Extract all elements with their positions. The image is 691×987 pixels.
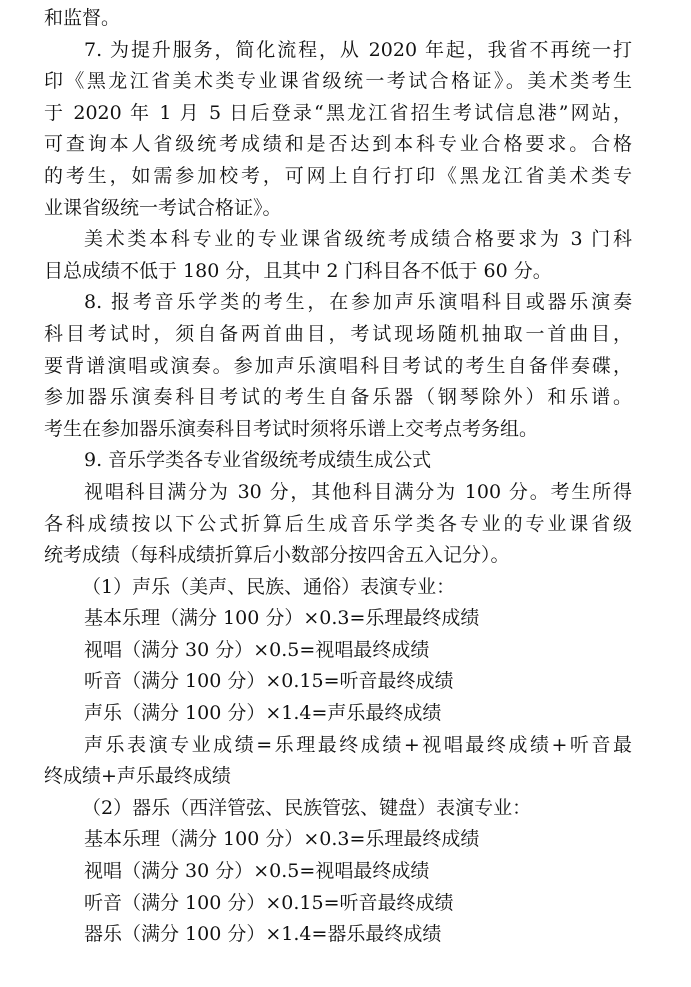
text-line: 视唱科目满分为 30 分，其他科目满分为 100 分。考生所得 xyxy=(84,480,632,503)
text-line: 终成绩+声乐最终成绩 xyxy=(44,765,231,788)
text-line: 业课省级统一考试合格证》。 xyxy=(44,196,282,219)
text-line: 于 2020 年 1 月 5 日后登录“黑龙江省招生考试信息港”网站， xyxy=(44,101,632,124)
text-line: （2）器乐（西洋管弦、民族管弦、键盘）表演专业： xyxy=(82,796,532,819)
text-line: 和监督。 xyxy=(44,7,121,29)
text-line: 参加器乐演奏科目考试的考生自备乐器（钢琴除外）和乐谱。 xyxy=(44,386,632,409)
text-line: 美术类本科专业的专业课省级统考成绩合格要求为 3 门科 xyxy=(84,228,632,251)
text-line: 可查询本人省级统考成绩和是否达到本科专业合格要求。合格 xyxy=(44,133,632,156)
text-line: 考生在参加器乐演奏科目考试时须将乐谱上交考点考务组。 xyxy=(44,417,539,440)
text-line: 7. 为提升服务，简化流程，从 2020 年起，我省不再统一打 xyxy=(84,38,632,61)
text-line: 基本乐理（满分 100 分）×0.3=乐理最终成绩 xyxy=(84,607,480,630)
text-line: 各科成绩按以下公式折算后生成音乐学类各专业的专业课省级 xyxy=(44,512,632,535)
text-line: 目总成绩不低于 180 分，且其中 2 门科目各不低于 60 分。 xyxy=(44,259,552,282)
text-line: 视唱（满分 30 分）×0.5=视唱最终成绩 xyxy=(84,638,430,661)
text-line: 要背谱演唱或演奏。参加声乐演唱科目考试的考生自备伴奏碟， xyxy=(44,354,632,377)
text-line: 9. 音乐学类各专业省级统考成绩生成公式 xyxy=(84,449,432,472)
text-line: 基本乐理（满分 100 分）×0.3=乐理最终成绩 xyxy=(84,828,480,851)
text-line: 声乐（满分 100 分）×1.4=声乐最终成绩 xyxy=(84,702,442,725)
text-line: 印《黑龙江省美术类专业课省级统一考试合格证》。美术类考生 xyxy=(44,70,632,93)
text-line: 的考生，如需参加校考，可网上自行打印《黑龙江省美术类专 xyxy=(44,164,632,187)
text-line: 听音（满分 100 分）×0.15=听音最终成绩 xyxy=(84,670,454,693)
text-line: 视唱（满分 30 分）×0.5=视唱最终成绩 xyxy=(84,860,430,883)
text-line: 8. 报考音乐学类的考生，在参加声乐演唱科目或器乐演奏 xyxy=(84,291,632,314)
text-line: （1）声乐（美声、民族、通俗）表演专业： xyxy=(82,575,456,598)
text-line: 听音（满分 100 分）×0.15=听音最终成绩 xyxy=(84,891,454,914)
text-line: 声乐表演专业成绩=乐理最终成绩+视唱最终成绩+听音最 xyxy=(84,733,632,756)
text-line: 统考成绩（每科成绩折算后小数部分按四舍五入记分）。 xyxy=(44,544,510,567)
document-body xyxy=(44,3,632,951)
text-line: 科目考试时，须自备两首曲目，考试现场随机抽取一首曲目， xyxy=(44,322,632,345)
text-line: 器乐（满分 100 分）×1.4=器乐最终成绩 xyxy=(84,923,442,946)
